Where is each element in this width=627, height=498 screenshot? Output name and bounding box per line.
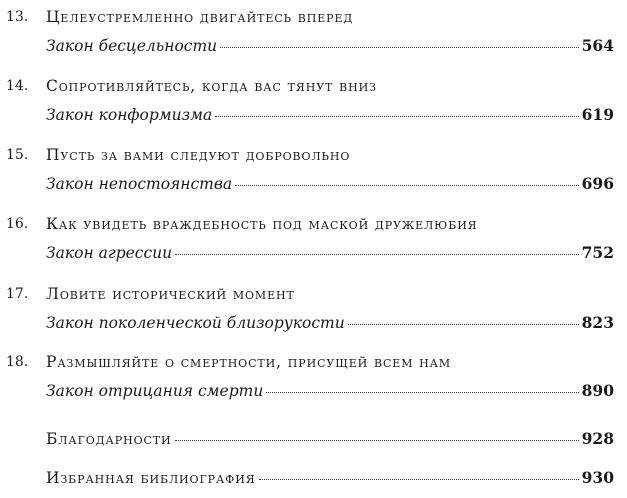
chapter-number: 17. (6, 286, 29, 302)
toc-entry-acknowledgements[interactable] (0, 428, 627, 450)
dot-leader (348, 324, 579, 325)
dot-leader (175, 440, 579, 441)
law-name: Закон непостоянства (46, 175, 233, 193)
page-number: 928 (581, 429, 614, 448)
chapter-title[interactable]: Пусть за вами следуют добровольно (46, 146, 351, 164)
toc-entry[interactable] (0, 380, 627, 402)
law-name: Закон конформизма (46, 106, 213, 124)
law-name: Закон агрессии (46, 244, 173, 262)
dot-leader (266, 392, 578, 393)
law-name: Закон бесцельности (46, 37, 218, 55)
toc-entry[interactable] (0, 35, 627, 57)
chapter-title[interactable]: Целеустремленно двигайтесь вперед (46, 8, 354, 26)
chapter-title[interactable]: Ловите исторический момент (46, 285, 295, 303)
toc-entry[interactable] (0, 173, 627, 195)
page-number: 619 (581, 105, 614, 124)
dot-leader (259, 479, 579, 480)
section-label: Избранная библиография (46, 469, 256, 487)
chapter-title[interactable]: Размышляйте о смертности, присущей всем нам (46, 353, 452, 371)
dot-leader (215, 116, 578, 117)
page-number: 890 (581, 381, 614, 400)
law-name: Закон поколенческой близорукости (46, 314, 345, 332)
toc-entry[interactable] (0, 312, 627, 334)
chapter-title[interactable]: Сопротивляйтесь, когда вас тянут вниз (46, 77, 377, 95)
page-number: 696 (581, 174, 614, 193)
dot-leader (220, 47, 579, 48)
page-number: 930 (581, 468, 614, 487)
page-number: 823 (581, 313, 614, 332)
chapter-title[interactable]: Как увидеть враждебность под маской дружелюбия (46, 215, 478, 233)
page-number: 752 (581, 243, 614, 262)
chapter-number: 13. (6, 9, 29, 25)
law-name: Закон отрицания смерти (46, 382, 264, 400)
toc-entry[interactable] (0, 242, 627, 264)
chapter-number: 18. (6, 354, 29, 370)
chapter-number: 16. (6, 216, 29, 232)
section-label: Благодарности (46, 430, 172, 448)
toc-entry[interactable] (0, 104, 627, 126)
dot-leader (175, 254, 579, 255)
chapter-number: 15. (6, 147, 29, 163)
page-number: 564 (581, 36, 614, 55)
chapter-number: 14. (6, 78, 29, 94)
toc-entry-bibliography[interactable] (0, 467, 627, 489)
dot-leader (235, 185, 578, 186)
